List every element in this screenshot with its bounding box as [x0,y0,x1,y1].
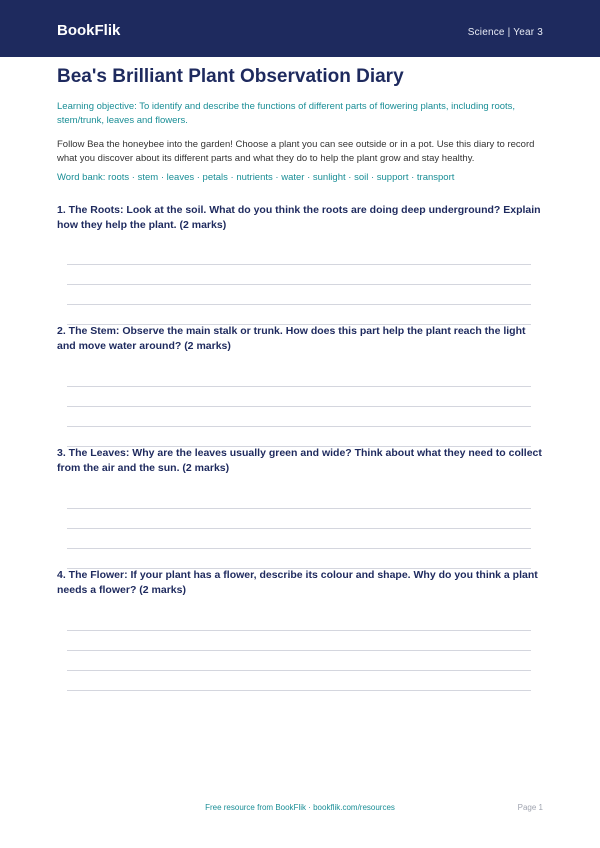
answer-line[interactable] [67,508,531,509]
page-number: Page 1 [517,803,543,812]
page-title: Bea's Brilliant Plant Observation Diary [57,66,404,87]
page-header [0,0,600,57]
answer-line[interactable] [67,284,531,285]
answer-line[interactable] [67,650,531,651]
question-leaves: 3. The Leaves: Why are the leaves usually green and wide? Think about what they need to collect from the air and the sun. (2 marks) [57,447,542,474]
answer-line[interactable] [67,630,531,631]
answer-line[interactable] [67,548,531,549]
learning-objective: Learning objective: To identify and describe the functions of different parts of flowering plants, including roots, stem/trunk, leaves and flowers. [57,101,516,126]
answer-line[interactable] [67,528,531,529]
answer-line[interactable] [67,406,531,407]
answer-line[interactable] [67,264,531,265]
answer-line[interactable] [67,304,531,305]
question-flower: 4. The Flower: If your plant has a flower, describe its colour and shape. Why do you think a plant needs a flower? (2 marks) [57,569,538,596]
subject-year-label: Science | Year 3 [467,27,543,38]
answer-line[interactable] [67,670,531,671]
answer-line[interactable] [67,426,531,427]
question-roots: 1. The Roots: Look at the soil. What do you think the roots are doing deep underground? Explain how they help the plant. (2 marks) [57,204,541,231]
word-bank: Word bank: roots · stem · leaves · petals · nutrients · water · sunlight · soil · support · transport [57,172,455,183]
question-stem: 2. The Stem: Observe the main stalk or trunk. How does this part help the plant reach the light and move water around? (2 marks) [57,325,526,352]
brand-logo: BookFlik [57,22,121,39]
answer-line[interactable] [67,386,531,387]
answer-line[interactable] [67,690,531,691]
footer-credit: Free resource from BookFlik · bookflik.com/resources [205,803,395,812]
intro-text: Follow Bea the honeybee into the garden! Choose a plant you can see outside or in a pot. Use this diary to record what you discover about its different parts and what they do to help the plant grow and stay healthy. [57,139,535,164]
